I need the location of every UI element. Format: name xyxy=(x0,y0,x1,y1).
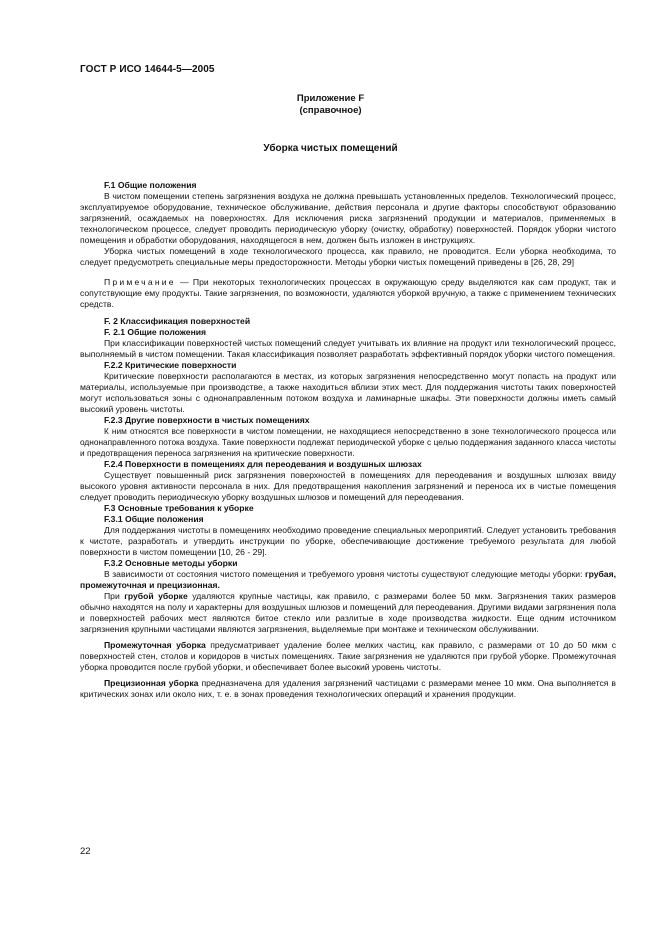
f3-1-heading: F.3.1 Общие положения xyxy=(104,514,204,524)
f3-2-methods: грубая, промежуточная и прецизионная. xyxy=(80,569,616,590)
rough-pre: При xyxy=(104,591,125,601)
f1-note xyxy=(80,277,616,310)
page-number: 22 xyxy=(80,846,91,857)
note-label: Примечание xyxy=(104,277,176,287)
precision-cleaning-paragraph xyxy=(80,678,616,700)
precision-text: предназначена для удаления загрязнений частицами с размерами менее 10 мкм. Она выполняется в критических зонах или около них, т. е. в зонах проведения технологических операций и хранения продукции. xyxy=(80,678,616,699)
f1-paragraph-1: В чистом помещении степень загрязнения воздуха не должна превышать установленных пределов. Технологический процесс, эксплуатируемое оборудование, техническое обслуживание, действия персонала и другие факторы способствуют образованию загрязнений, осаждаемых на поверхностях. Для исключения риска загрязнений продукции и материалов, применяемых в технологическом процессе, следует проводить периодическую уборку (очистку, обработку) поверхностей. Порядок уборки чистого помещения и обработки оборудования, находящегося в нем, должен быть изложен в инструкциях. xyxy=(80,191,616,245)
rough-cleaning-paragraph xyxy=(80,591,616,635)
f2-2-heading: F.2.2 Критические поверхности xyxy=(104,360,237,370)
annex-heading xyxy=(0,93,661,117)
document-body xyxy=(80,180,616,700)
note-text: — При некоторых технологических процессах в окружающую среду выделяются как сам продукт, так и сопутствующие ему продукты. Такие загрязнения, по возможности, удаляются уборкой вручную, а также с применением технических средств. xyxy=(80,277,616,309)
f3-1-text: Для поддержания чистоты в помещениях необходимо проведение специальных мероприятий. Следует установить требования к чистоте, разработать и утвердить инструкции по уборке, обеспечивающие достижение требуемого результата для любой поверхности в чистом помещении [10, 26 - 29]. xyxy=(80,525,616,557)
f2-3-text: К ним относятся все поверхности в чистом помещении, не находящиеся непосредственно в зоне технологического процесса или однонаправленного потока воздуха. Такие поверхности подлежат периодической уборке с целью поддержания заданного класса чистоты и предотвращения переноса загрязнения на критические поверхности. xyxy=(80,426,616,458)
annex-subtitle: (справочное) xyxy=(299,105,362,116)
f3-2-heading: F.3.2 Основные методы уборки xyxy=(104,558,238,568)
f3-2-text xyxy=(80,569,616,591)
intermediate-cleaning-paragraph xyxy=(80,640,616,673)
intermediate-text: предусматривает удаление более мелких частиц, как правило, с размерами от 10 до 50 мкм с поверхностей стен, столов и коридоров в чистых помещениях. Такие загрязнения не удаляются при грубой уборке. Промежуточная уборка проводится после грубой уборки, и обеспечивает более высокий уровень чистоты. xyxy=(80,640,616,672)
precision-term: Прецизионная уборка xyxy=(104,678,199,688)
intermediate-term: Промежуточная уборка xyxy=(104,640,206,650)
section-title: Уборка чистых помещений xyxy=(263,143,398,154)
f2-1-text: При классификации поверхностей чистых помещений следует учитывать их влияние на продукт или технологический процесс, выполняемый в чистом помещении. Такая классификация позволяет разработать эффективный порядок уборки чистого помещения. xyxy=(80,338,616,359)
document-header: ГОСТ Р ИСО 14644-5—2005 xyxy=(80,64,215,75)
f1-heading: F.1 Общие положения xyxy=(104,180,197,190)
f1-paragraph-2: Уборка чистых помещений в ходе технологического процесса, как правило, не проводится. Если уборка необходима, то следует предусмотреть специальные меры предосторожности. Методы уборки чистых помещений приведены в [26, 28, 29] xyxy=(80,246,616,267)
f2-2-text: Критические поверхности располагаются в местах, из которых загрязнения непосредственно могут попасть на продукт или материалы, используемые при производстве, а также находиться вблизи этих мест. Для поддержания чистоты таких поверхностей могут использоваться зоны с однонаправленным потоком воздуха и ламинарные шкафы. Эти поверхности должны иметь самый высокий уровень чистоты. xyxy=(80,371,616,414)
f2-heading: F. 2 Классификация поверхностей xyxy=(104,316,251,326)
f2-3-heading: F.2.3 Другие поверхности в чистых помещениях xyxy=(104,415,310,425)
annex-title: Приложение F xyxy=(296,93,365,104)
f3-2-text-a: В зависимости от состояния чистого помещения и требуемого уровня чистоты существуют следующие методы уборки: xyxy=(104,569,585,579)
f2-4-text: Существует повышенный риск загрязнения поверхностей в помещениях для переодевания и воздушных шлюзах ввиду высокого уровня активности персонала в них. Для предотвращения накопления загрязнений и переноса их в чистые помещения следует проводить периодическую уборку воздушных шлюзов и помещений для переодевания. xyxy=(80,470,616,502)
f2-4-heading: F.2.4 Поверхности в помещениях для переодевания и воздушных шлюзах xyxy=(104,459,422,469)
rough-text: удаляются крупные частицы, как правило, с размерами более 50 мкм. Загрязнения таких размеров обычно находятся на полу и характерны для воздушных шлюзов и помещений для переодевания. Другими видами загрязнения пола и поверхностей рабочих мест являются битое стекло или разлитые в ходе производства жидкости. Еще одним источником загрязнения крупными частицами являются загрязнения, выделяемые при монтаже и техническом обслуживании. xyxy=(80,591,616,634)
f2-1-heading: F. 2.1 Общие положения xyxy=(104,327,207,337)
rough-term: грубой уборке xyxy=(124,591,188,601)
f3-heading: F.3 Основные требования к уборке xyxy=(104,503,254,513)
